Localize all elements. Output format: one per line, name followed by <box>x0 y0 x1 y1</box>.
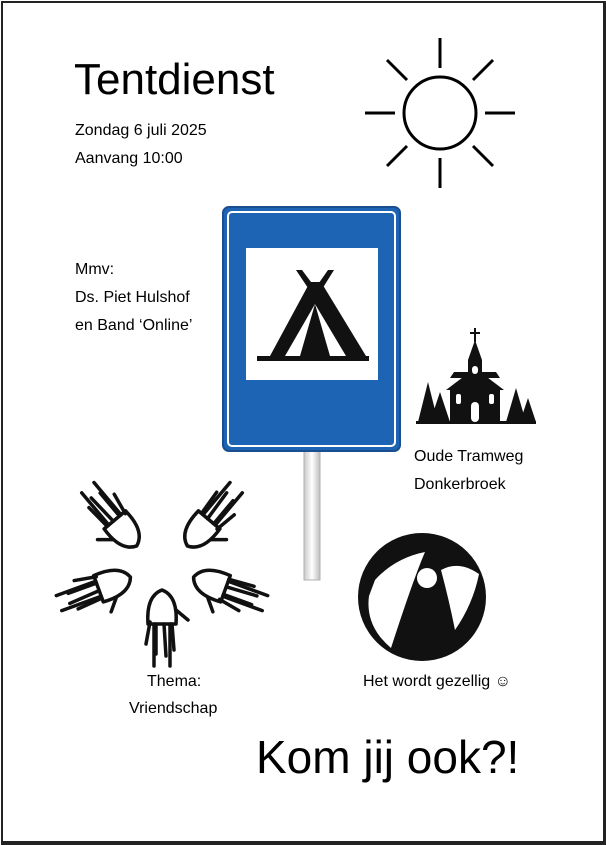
location-town: Donkerbroek <box>414 476 506 493</box>
event-date: Zondag 6 juli 2025 <box>75 122 207 139</box>
participants-pastor: Ds. Piet Hulshof <box>75 289 190 306</box>
event-start-time: Aanvang 10:00 <box>75 150 183 167</box>
theme-value: Vriendschap <box>129 700 218 717</box>
theme-label: Thema: <box>147 673 202 690</box>
participants-band: en Band ‘Online’ <box>75 317 193 334</box>
sun-icon <box>365 38 515 188</box>
location-street: Oude Tramweg <box>414 448 524 465</box>
fun-text: Het wordt gezellig ☺ <box>363 673 511 690</box>
church-icon <box>416 328 536 428</box>
call-to-action: Kom jij ook?! <box>256 731 520 783</box>
participants-label: Mmv: <box>75 261 115 278</box>
hands-circle-icon <box>62 484 262 674</box>
beach-ball-icon <box>355 530 489 664</box>
page-title: Tentdienst <box>74 55 275 104</box>
